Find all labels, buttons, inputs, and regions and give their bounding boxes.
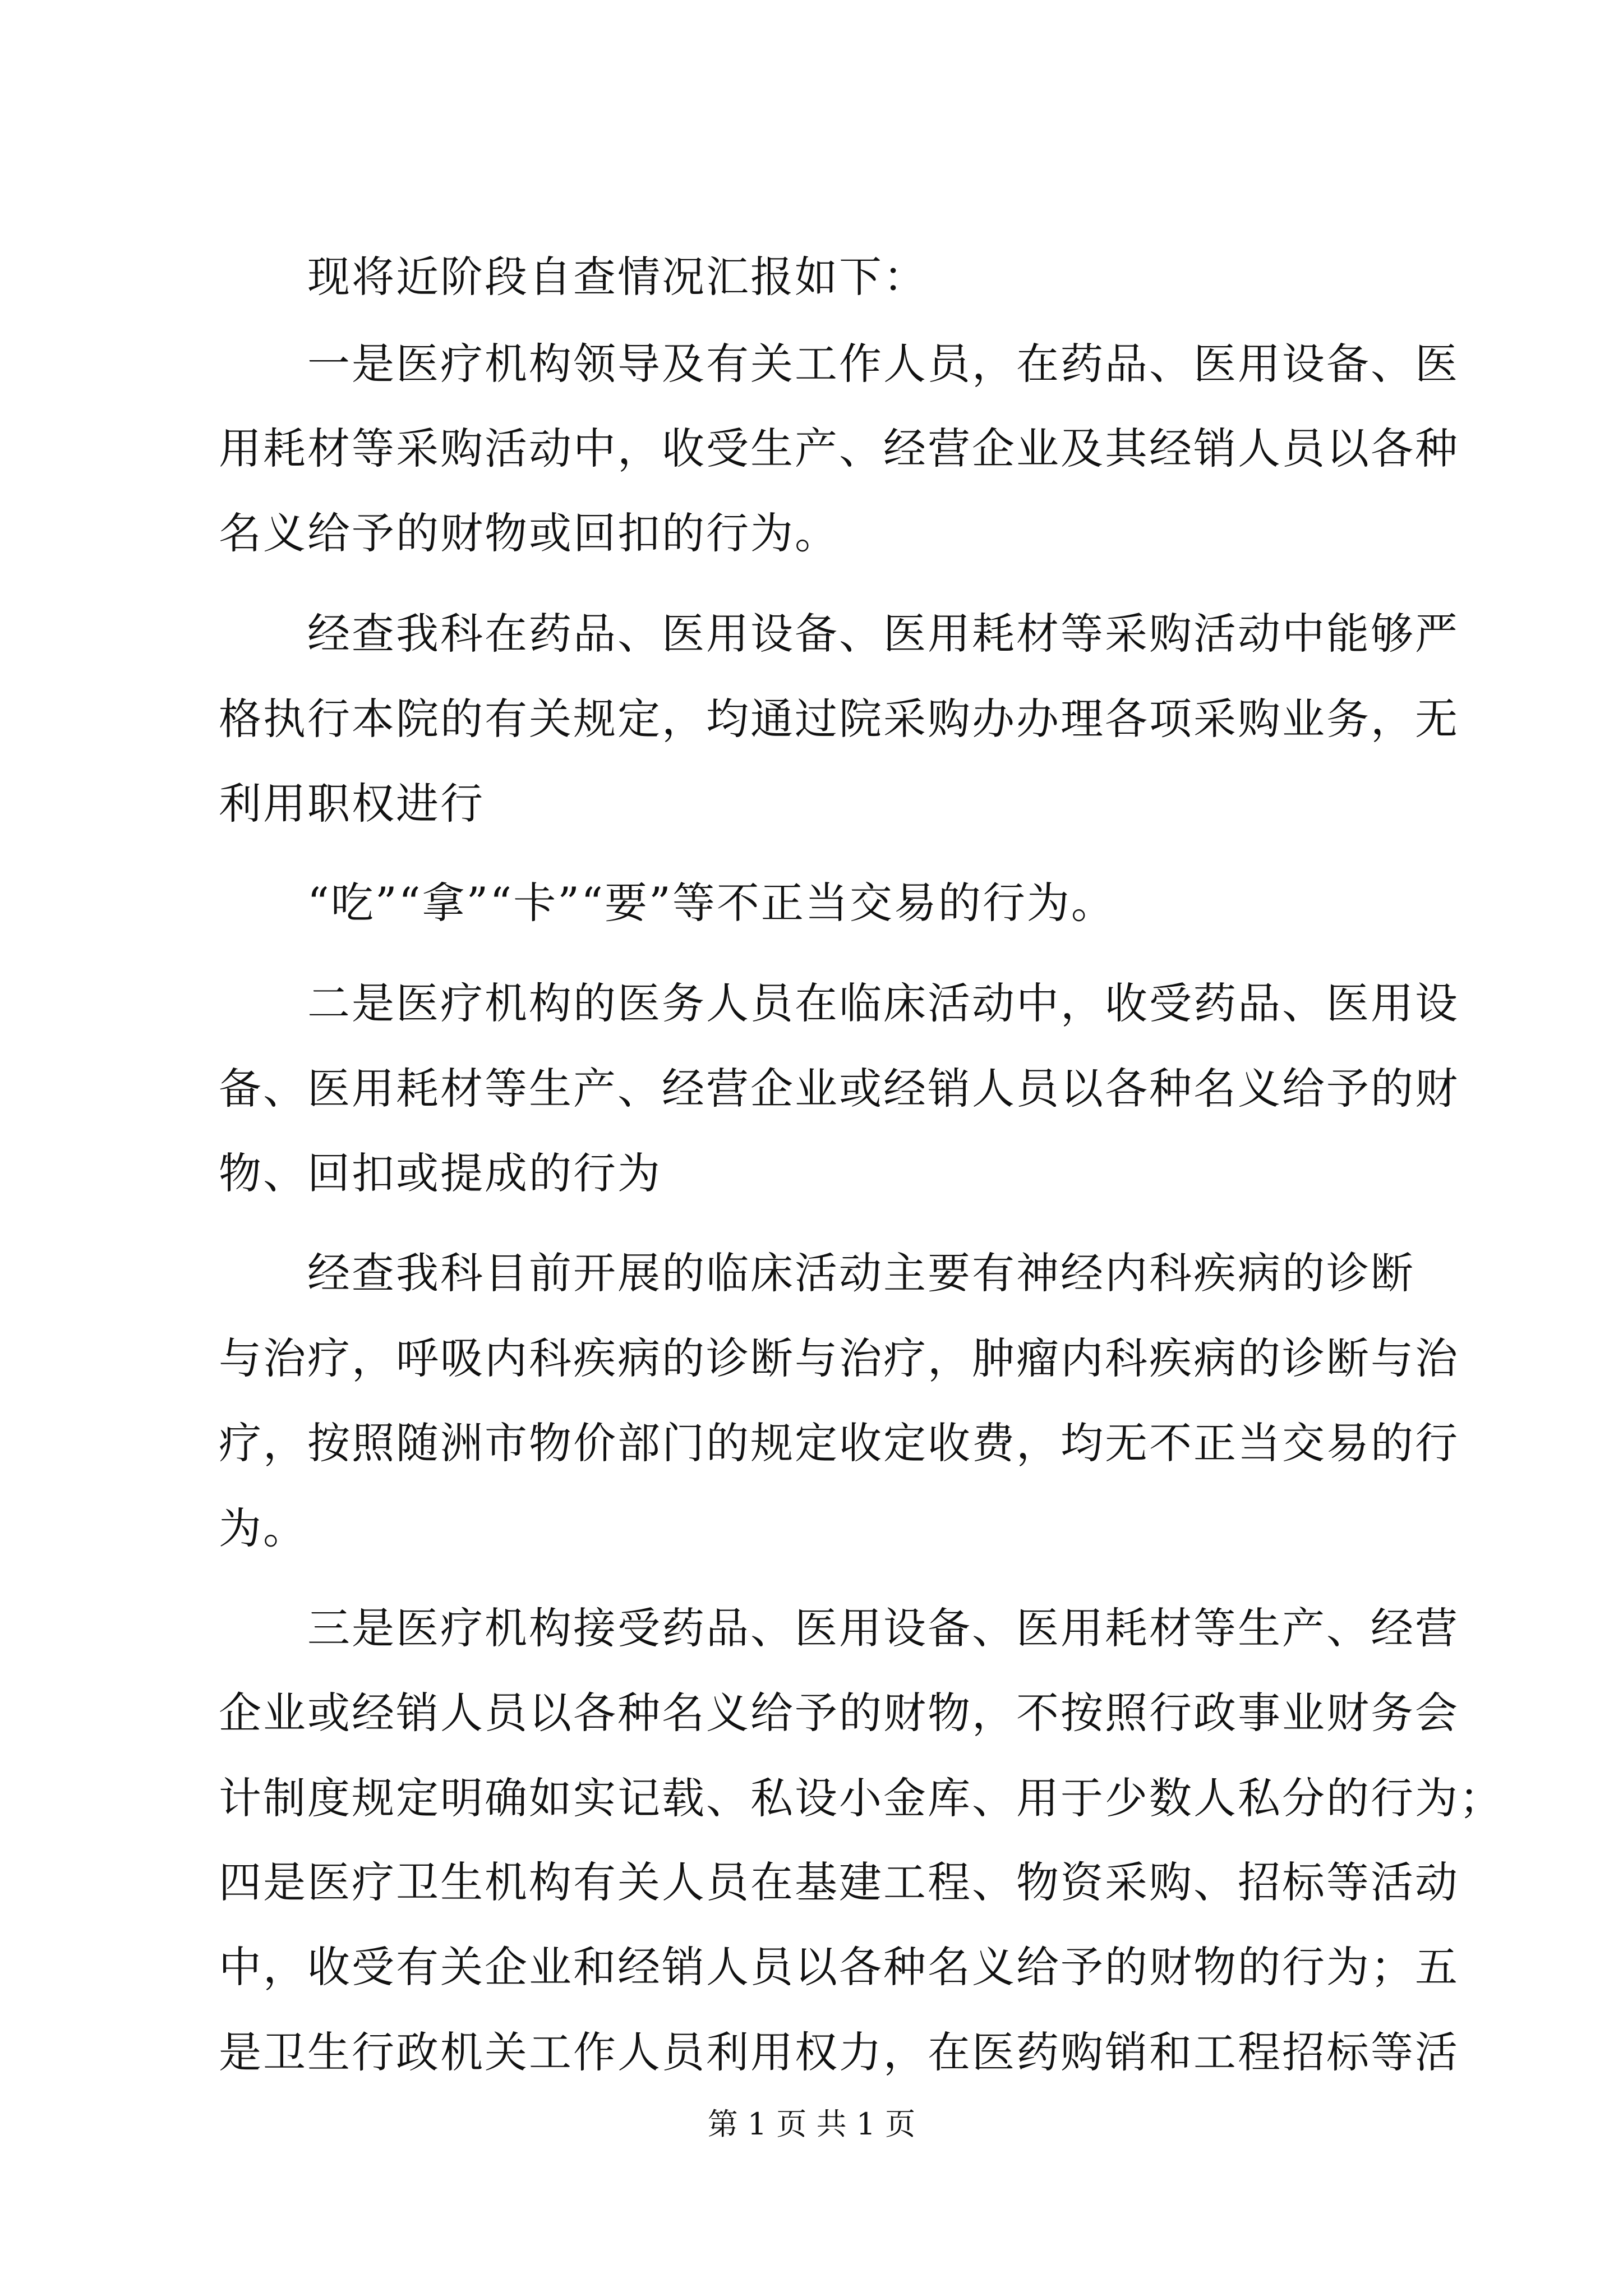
text-line-4: 名义给予的财物或回扣的行为。 <box>219 508 839 558</box>
text-line-20: 中，收受有关企业和经销人员以各种名义给予的财物的行为；五 <box>219 1942 1459 1992</box>
text-line-10: 备、医用耗材等生产、经营企业或经销人员以各种名义给予的财 <box>219 1064 1459 1114</box>
text-line-19: 四是医疗卫生机构有关人员在基建工程、物资采购、招标等活动 <box>219 1857 1459 1907</box>
text-line-7: 利用职权进行 <box>219 779 485 829</box>
text-line-3: 用耗材等采购活动中，收受生产、经营企业及其经销人员以各种 <box>219 424 1459 473</box>
text-line-16: 三是医疗机构接受药品、医用设备、医用耗材等生产、经营 <box>307 1603 1459 1653</box>
page-footer: 第 1 页 共 1 页 <box>707 2106 916 2142</box>
text-line-21: 是卫生行政机关工作人员利用权力，在医药购销和工程招标等活 <box>219 2027 1459 2077</box>
text-line-12: 经查我科目前开展的临床活动主要有神经内科疾病的诊断 <box>307 1248 1415 1298</box>
text-line-8: “吃”“拿”“卡”“要”等不正当交易的行为。 <box>307 878 1115 928</box>
text-line-17: 企业或经销人员以各种名义给予的财物，不按照行政事业财务会 <box>219 1688 1459 1738</box>
text-line-9: 二是医疗机构的医务人员在临床活动中，收受药品、医用设 <box>307 978 1459 1028</box>
text-line-14: 疗，按照随洲市物价部门的规定收定收费，均无不正当交易的行 <box>219 1418 1459 1468</box>
text-line-6: 格执行本院的有关规定，均通过院采购办办理各项采购业务，无 <box>219 694 1459 744</box>
text-line-5: 经查我科在药品、医用设备、医用耗材等采购活动中能够严 <box>307 609 1459 659</box>
text-line-2: 一是医疗机构领导及有关工作人员，在药品、医用设备、医 <box>307 339 1459 389</box>
text-line-11: 物、回扣或提成的行为 <box>219 1148 662 1198</box>
text-line-13: 与治疗，呼吸内科疾病的诊断与治疗，肿瘤内科疾病的诊断与治 <box>219 1333 1459 1383</box>
text-line-1: 现将近阶段自查情况汇报如下： <box>307 252 928 302</box>
text-line-15: 为。 <box>219 1503 307 1553</box>
text-line-18: 计制度规定明确如实记载、私设小金库、用于少数人私分的行为； <box>219 1773 1504 1823</box>
